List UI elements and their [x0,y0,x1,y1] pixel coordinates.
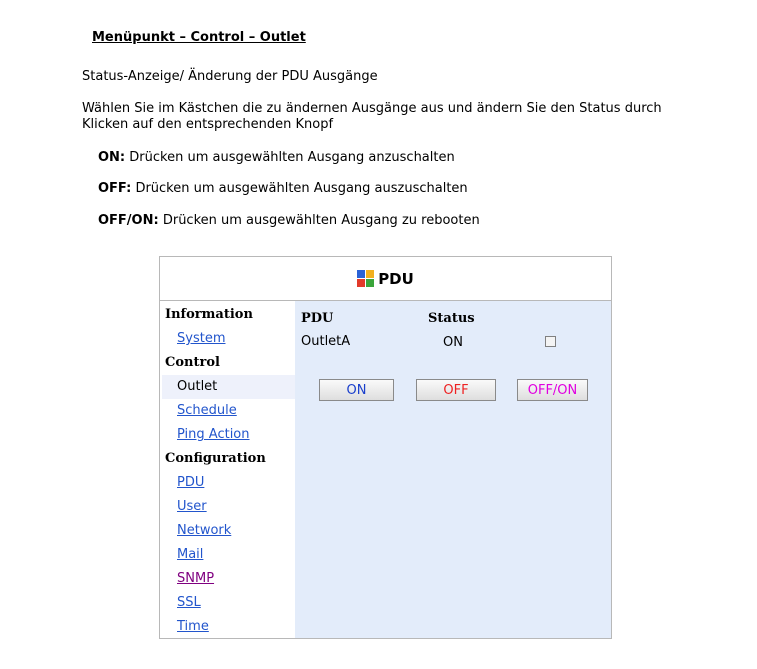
on-button[interactable]: ON [319,379,394,401]
bullet-label: ON: [98,150,126,165]
nav-link-snmp[interactable]: SNMP [177,571,215,586]
outlet-panel [295,301,611,638]
nav-link-schedule[interactable]: Schedule [177,403,237,418]
nav-link-mail[interactable]: Mail [177,547,204,562]
instruction-line-1: Wählen Sie im Kästchen die zu ändernen Ausgänge aus und ändern Sie den Status durch [82,101,662,116]
bullet-on [98,150,455,166]
bullet-text: Drücken um ausgewählten Ausgang zu rebooten [158,213,480,228]
off-button[interactable]: OFF [416,379,496,401]
pdu-title: PDU [378,269,414,288]
nav-link-user[interactable]: User [177,499,207,514]
pdu-header [160,257,611,301]
offon-button[interactable]: OFF/ON [517,379,588,401]
nav-link-pdu[interactable]: PDU [177,475,205,490]
pdu-web-ui [159,256,612,639]
sidebar-nav [160,301,295,638]
nav-link-ssl[interactable]: SSL [177,595,201,610]
nav-link-time[interactable]: Time [177,619,209,634]
bullet-offon [98,213,480,229]
bullet-off [98,181,468,197]
bullet-text: Drücken um ausgewählten Ausgang auszuschalten [131,181,468,196]
nav-link-network[interactable]: Network [177,523,232,538]
column-header-status: Status [428,311,475,326]
bullet-label: OFF/ON: [98,213,159,228]
outlet-status: ON [443,335,463,350]
outlet-name: OutletA [301,334,351,349]
instruction-line-2: Klicken auf den entsprechenden Knopf [82,117,334,132]
nav-heading-configuration: Configuration [165,451,266,466]
instruction-text [82,101,662,133]
nav-item-outlet-label: Outlet [177,379,218,394]
nav-link-ping-action[interactable]: Ping Action [177,427,250,442]
nav-link-system[interactable]: System [177,331,226,346]
bullet-label: OFF: [98,181,132,196]
nav-heading-information: Information [165,307,253,322]
outlet-select-checkbox[interactable] [545,336,556,347]
intro-text: Status-Anzeige/ Änderung der PDU Ausgänge [82,69,378,84]
column-header-pdu: PDU [301,311,334,326]
nav-item-outlet[interactable] [162,375,295,399]
bullet-text: Drücken um ausgewählten Ausgang anzuschalten [125,150,455,165]
nav-heading-control: Control [165,355,220,370]
section-title: Menüpunkt – Control – Outlet [92,30,306,45]
pdu-logo-icon [357,270,374,287]
